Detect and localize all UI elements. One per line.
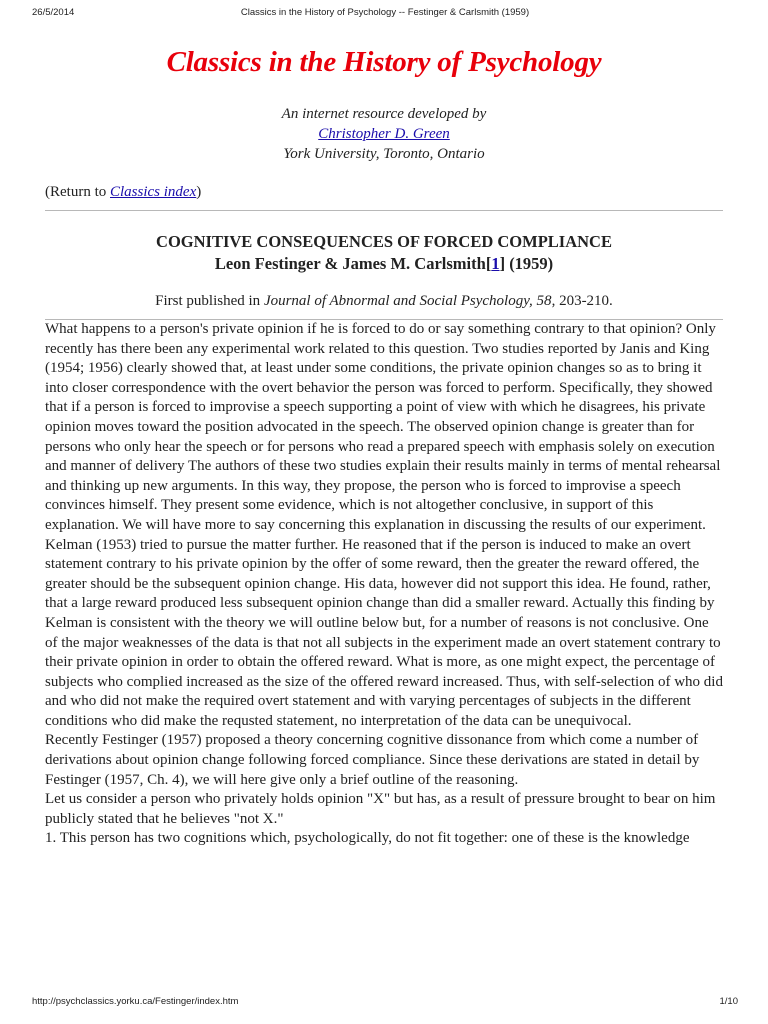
print-url: http://psychclassics.yorku.ca/Festinger/index.htm: [32, 996, 239, 1007]
site-affiliation: York University, Toronto, Ontario: [283, 146, 485, 162]
pub-prefix: First published in: [155, 293, 264, 309]
journal-pages: , 203-210.: [551, 293, 613, 309]
footnote-1-link[interactable]: 1: [491, 254, 500, 273]
footnote-open: [: [485, 254, 492, 273]
return-line: [45, 182, 723, 202]
print-footer: [32, 996, 738, 1010]
print-page-number: 1/10: [719, 996, 738, 1007]
body-paragraph: Let us consider a person who privately holds opinion "X" but has, as a result of pressure brought to bear on him publicly stated that he believes "not X.": [45, 791, 716, 827]
journal-name: Journal of Abnormal and Social Psychology, 58: [263, 293, 552, 309]
site-title: Classics in the History of Psychology: [166, 46, 602, 78]
article-heading: [45, 231, 723, 275]
print-date: 26/5/2014: [32, 7, 75, 18]
article-year: (1959): [505, 254, 554, 273]
return-prefix: (Return to: [45, 184, 110, 200]
article-title: COGNITIVE CONSEQUENCES OF FORCED COMPLIANCE: [156, 232, 612, 251]
article-authors: Leon Festinger & James M. Carlsmith: [214, 254, 486, 273]
site-byline: [45, 104, 723, 164]
publication-line: [45, 291, 723, 311]
print-header: [32, 7, 738, 21]
divider-top: [45, 210, 723, 211]
classics-index-link[interactable]: Classics index: [110, 184, 197, 200]
print-page-title: Classics in the History of Psychology -- Festinger & Carlsmith (1959): [240, 7, 530, 18]
article-authors-line: [45, 253, 723, 275]
body-paragraph: Kelman (1953) tried to pursue the matter further. He reasoned that if the person is induced to make an overt statement contrary to his private opinion by the offer of some reward, then the greater the reward offered, the greater should be the subsequent opinion change. His data, however did not support this idea. He found, rather, that a large reward produced less subsequent opinion change than did a smaller reward. Actually this finding by Kelman is consistent with the theory we will outline below but, for a number of reasons is not conclusive. One of the major weaknesses of the data is that not all subjects in the experiment made an overt statement contrary to their private opinion in order to obtain the offered reward. What is more, as one might expect, the percentage of subjects who complied increased as the size of the offered reward increased. Thus, with self-selection of who did and who did not make the required overt statement and with varying percentages of subjects in the different conditions who did make the requsted statement, no interpretation of the data can be unequivocal.: [45, 536, 723, 729]
body-paragraph: Recently Festinger (1957) proposed a theory concerning cognitive dissonance from which come a number of derivations about opinion change following forced compliance. Since these derivations are stated in detail by Festinger (1957, Ch. 4), we will here give only a brief outline of the reasoning.: [45, 732, 700, 788]
body-paragraph: What happens to a person's private opinion if he is forced to do or say something contrary to that opinion? Only recently has there been any experimental work related to this question. Two studies reported by Janis and King (1954; 1956) clearly showed that, at least under some conditions, the private opinion changes so as to bring it into closer correspondence with the overt behavior the person was forced to perform. Specifically, they showed that if a person is forced to improvise a speech supporting a point of view with which he disagrees, his private opinion moves toward the position advocated in the speech. The observed opinion change is greater than for persons who only hear the speech or for persons who read a prepared speech with emphasis solely on execution and manner of delivery The authors of these two studies explain their results mainly in terms of mental rehearsal and thinking up new arguments. In this way, they propose, the person who is forced to improvise a speech convinces himself. They present some evidence, which is not altogether conclusive, in support of this explanation. We will have more to say concerning this explanation in discussing the results of our experiment.: [45, 321, 721, 533]
site-tagline: An internet resource developed by: [281, 106, 487, 122]
footnote-close: ]: [499, 254, 506, 273]
author-link[interactable]: Christopher D. Green: [318, 126, 450, 142]
body-paragraph: 1. This person has two cognitions which, psychologically, do not fit together: one of these is the knowledge: [45, 830, 690, 847]
page-content: [45, 36, 723, 849]
return-suffix: ): [196, 184, 202, 200]
